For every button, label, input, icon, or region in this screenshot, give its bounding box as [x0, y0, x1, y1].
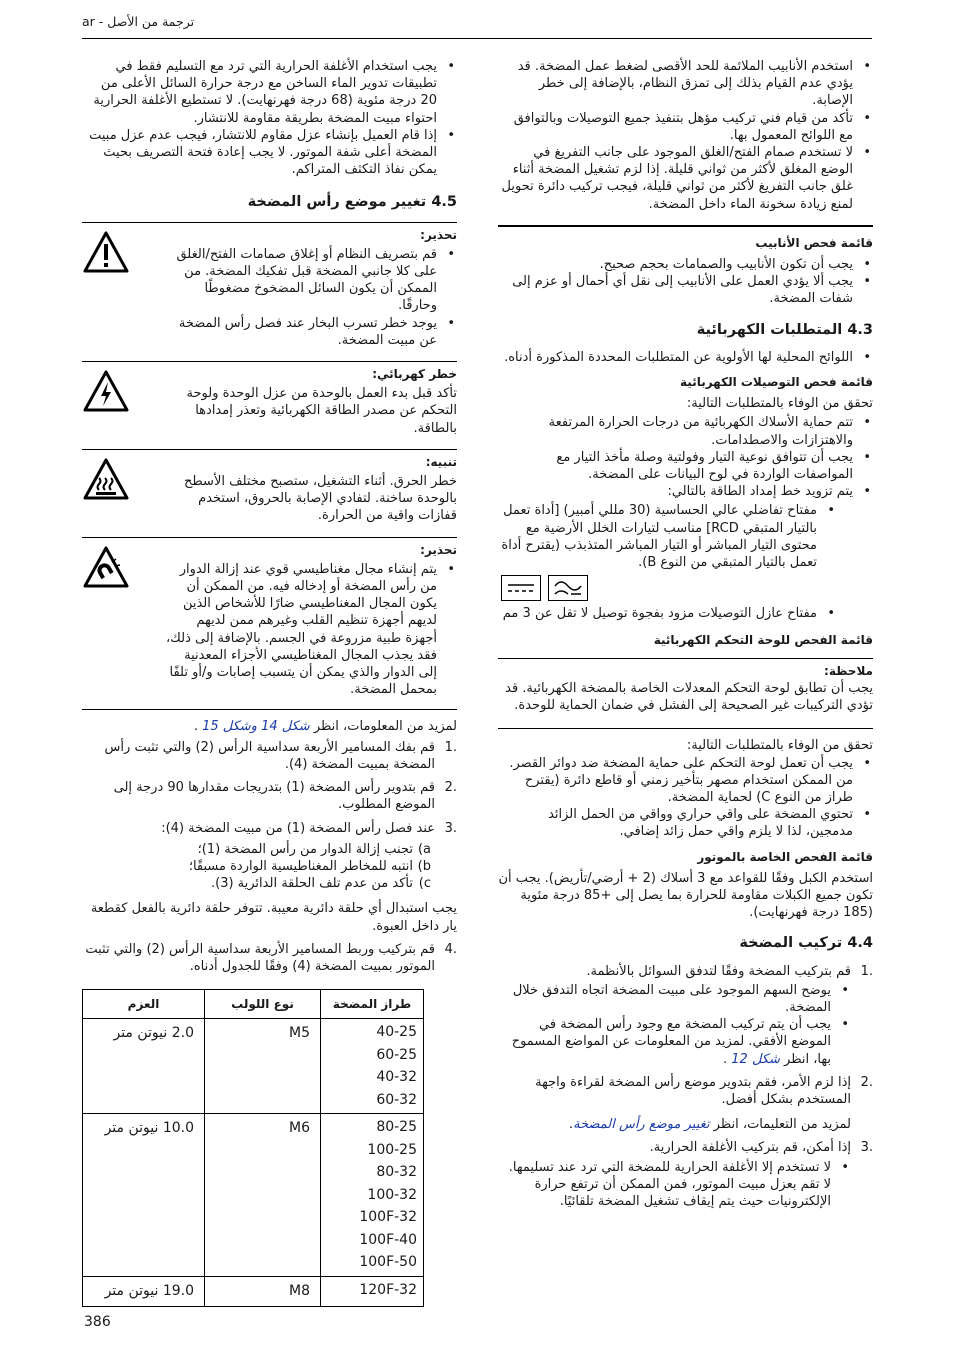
motor-checklist-title: قائمة الفحص الخاصة بالموتور: [697, 849, 873, 864]
magnetic-field-icon: [82, 544, 130, 592]
step-item: [498, 963, 873, 1068]
intro-bullets: [498, 58, 873, 213]
right-column: [498, 58, 873, 1216]
electrical-hazard-icon: [82, 368, 130, 416]
step-number: 3.: [444, 820, 457, 836]
list-item: • يجب أن تتوافق نوعية التيار وفولتية وصلة مأخذ التيار مع المواصفات الواردة في لوح البيانات على المضخة.: [498, 449, 853, 483]
step-number: 3.: [860, 1140, 873, 1156]
magnetic-label: تحذير:: [420, 542, 457, 557]
list-item: • يوجد خطر تسرب البخار عند فصل رأس المضخة عن مبيت المضخة.: [165, 315, 437, 349]
list-item: • تحتوي المضخة على واقي حراري وواقي من الحمل الزائد مدمجين، لذا لا يلزم واقي حمل زائد إضافي.: [498, 806, 853, 840]
pipe-checklist: [498, 256, 873, 308]
warning-label: تحذير:: [420, 227, 457, 242]
dc-symbol-icon: [501, 575, 541, 601]
elec-sub-list: [498, 502, 873, 571]
table-header: طراز المضخة: [321, 990, 424, 1019]
step-text: عند فصل رأس المضخة (1) من مبيت المضخة (4):: [161, 820, 435, 836]
oring-note: يجب استبدال أي حلقة دائرية معيبة. تتوفر حلقة دائرية بالفعل كقطعة يار داخل العبوة.: [90, 901, 457, 934]
table-row: [83, 1019, 424, 1114]
sub-letter: b): [417, 858, 431, 874]
pipe-checklist-title: قائمة فحص الأنابيب: [755, 235, 873, 250]
step-text: قم بتدوير رأس المضخة (1) بتدريجات مقدارها 90 درجة إلى الموضع المطلوب.: [113, 780, 435, 813]
panel-checklist: [498, 755, 873, 841]
torque-cell: 10.0 نيوتن متر: [83, 1114, 205, 1277]
step-number: 1.: [444, 739, 457, 755]
left-column: [82, 58, 457, 1307]
warning-block-3: [82, 449, 457, 533]
step-text: قم بفك المسامير الأربعة سداسية الرأس (2) والتي تثبت رأس المضخة بمبيت المضخة (4).: [104, 739, 435, 772]
step-text: قم بتركيب المضخة وفقًا لتدفق السوائل بالأنظمة.: [586, 963, 851, 979]
caution-text: خطر الحرق. أثناء التشغيل، ستصبح مختلف الأسطح بالوحدة ساخنة. لتفادي الإصابة بالحروق، استخدم قفازات واقية من الحرارة.: [184, 474, 457, 524]
motor-text: استخدم الكبل وفقًا للقواعد مع 3 أسلاك (2 + أرضي/تأريض). يجب أن تكون جميع الكبلات مقاومة للحرارة بما يصل إلى +85 درجة مئوية (185 درجة فهرنهايت).: [498, 870, 873, 921]
list-item: • تأكد من قيام فني تركيب مؤهل بتنفيذ جميع التوصيلات وبالتوافق مع اللوائح المعمول بها.: [498, 110, 853, 144]
torque-table: [82, 989, 424, 1307]
step-item: 2. إذا لزم الأمر، فقم بتدوير موضع رأس المضخة لقراءة واجهة المستخدم بشكل أفضل. لمزيد من التعليمات، انظر تغيير موضع رأس المضخة.: [535, 1074, 873, 1133]
list-item: • اللوائح المحلية لها الأولوية عن المتطلبات المحددة المذكورة أدناه.: [498, 349, 853, 366]
section-heading-4-3: 4.3 المتطلبات الكهربائية: [696, 321, 873, 338]
note-label: ملاحظة:: [824, 663, 873, 678]
list-item: • يتم تزويد خط إمداد الطاقة بالتالي:: [498, 483, 853, 500]
insulation-bullets: [82, 58, 457, 178]
list-item: • مفتاح تفاضلي عالي الحساسية (30 مللي أمبير) [أداة تعمل بالتيار المتبقي RCD] مناسب لتيارات الخلل الأرضية مع محتوى التيار المباشر أو التيار المباشر المتذبذب (يقترح أداة تعمل بالتيار المتبقي من النوع B).: [498, 502, 817, 571]
step-text: إذا أمكن، قم بتركيب الأغلفة الحرارية.: [649, 1140, 851, 1156]
model-value: 120F-32: [359, 1281, 417, 1298]
model-value: 40-32: [376, 1069, 417, 1086]
rcd-symbols: [498, 575, 713, 601]
model-cell: [321, 1114, 424, 1277]
model-value: 100F-32: [359, 1209, 417, 1226]
section-heading-4-5: 4.5 تغيير موضع رأس المضخة: [247, 194, 457, 211]
model-value: 60-32: [376, 1091, 417, 1108]
table-header: العزم: [83, 990, 205, 1019]
list-item: • إذا قام العميل بإنشاء عزل مقاوم للانتشار، فيجب عدم عزل مبيت المضخة أعلى شفة الموتور. لا يجب إعادة فتحة التصريف بحيث يمكن نفاذ التكثف المتراكم.: [82, 127, 437, 179]
elec-checklist: [498, 414, 873, 500]
model-value: 100F-50: [359, 1254, 417, 1271]
screw-cell: M5: [205, 1019, 321, 1114]
sub-text: تأكد من عدم تلف الحلقة الدائرية (3).: [210, 876, 413, 892]
page-header: [82, 12, 872, 39]
panel-intro: تحقق من الوفاء بالمتطلبات التالية:: [686, 738, 873, 754]
sub-text: تجنب إزالة الدوار من رأس المضخة (1)؛: [197, 841, 413, 857]
hot-surface-icon: [82, 456, 130, 504]
torque-cell: 2.0 نيوتن متر: [83, 1019, 205, 1114]
panel-checklist-title: قائمة الفحص للوحة التحكم الكهربائية: [653, 633, 873, 648]
more-info: لمزيد من المعلومات، انظر شكل 14 وشكل 15 .: [193, 718, 457, 734]
step-number: 2.: [444, 780, 457, 796]
step-item: [82, 820, 457, 935]
list-item: • لا تستخدم إلا الأغلفة الحرارية للمضخة التي ترد عند تسليمها. لا تقم بعزل مبيت الموتور، فمن الممكن أن ترتفع حرارة الإلكترونيات حيث يتم إيقاف تشغيل المضخة تلقائيًا.: [498, 1159, 831, 1211]
local-rules-list: [498, 349, 873, 366]
elec-intro: تحقق من الوفاء بالمتطلبات التالية:: [686, 396, 873, 412]
warning-block-4: [82, 537, 457, 707]
warning-list: [165, 246, 457, 349]
more-info-text: لمزيد من المعلومات، انظر: [313, 718, 457, 734]
list-item: • يتم إنشاء مجال مغناطيسي قوي عند إزالة الدوار من رأس المضخة أو إدخاله فيه. من الممكن أن يكون المجال المغناطيسي ضارًا للأشخاص الذين لديهم أجهزة تنظيم القلب وغيرهم ممن لديهم أجهزة طبية مزروعة في الجسم. بالإضافة إلى ذلك، فقد يجذب المجال المغناطيسي الأجزاء المعدنية إلى الدوار والذي يمكن أن يتسبب إصابات و/أو تلفًا بمحمل المضخة.: [165, 561, 437, 699]
model-value: 100-25: [367, 1141, 417, 1158]
list-item: • استخدم الأنابيب الملائمة للحد الأقصى لضغط عمل المضخة. قد يؤدي عدم القيام بذلك إلى تمزق النظام، بالإضافة إلى خطر الإصابة.: [498, 58, 853, 110]
list-item: • يجب أن تعمل لوحة التحكم على حماية المضخة ضد دوائر القصر. من الممكن استخدام مصهر بتأخير زمني أو قاطع دائرة (يقترح طراز من النوع C) لحماية المضخة.: [498, 755, 853, 807]
list-item: • يوضح السهم الموجود على مبيت المضخة اتجاه التدفق خلال المضخة.: [498, 982, 831, 1016]
elec-sub-list-2: [498, 605, 873, 622]
model-value: 80-32: [376, 1164, 417, 1181]
step-number: 4.: [444, 941, 457, 957]
step-text: قم بتركيب وربط المسامير الأربعة سداسية الرأس (2) والتي تثبت الموتور بمبيت المضخة (4) وفقًا للجدول أدناه.: [85, 941, 435, 974]
table-row: [83, 1114, 424, 1277]
screw-cell: M6: [205, 1114, 321, 1277]
model-value: 80-25: [376, 1119, 417, 1136]
fig12-link[interactable]: شكل 12: [731, 1051, 780, 1067]
electrical-label: خطر كهربائي:: [372, 367, 457, 382]
ac-pulsating-symbol-icon: [548, 575, 588, 601]
section-heading-4-4: 4.4 تركيب المضخة: [739, 935, 873, 952]
torque-cell: 19.0 نيوتن متر: [83, 1276, 205, 1306]
list-item: • يجب ألا يؤدي العمل على الأنابيب إلى نقل أي أحمال أو عزم إلى شفات المضخة.: [498, 273, 853, 307]
step-number: 1.: [860, 963, 873, 979]
model-value: 100-32: [367, 1186, 417, 1203]
warning-triangle-icon: [82, 229, 130, 277]
step-number: 2.: [860, 1074, 873, 1090]
model-cell: [321, 1019, 424, 1114]
list-item: • تتم حماية الأسلاك الكهربائية من درجات الحرارة المرتفعة والاهتزازات والاصطدامات.: [498, 414, 853, 448]
step-item: [82, 739, 457, 773]
page-number: 386: [84, 1314, 111, 1330]
caution-label: تنبيه:: [425, 454, 457, 469]
table-header: نوع اللولب: [205, 990, 321, 1019]
elec-checklist-title: قائمة فحص التوصيلات الكهربائية: [680, 375, 873, 390]
warning-block-1: [82, 222, 457, 357]
model-cell: [321, 1276, 424, 1306]
list-item: • يجب أن تكون الأنابيب والصمامات بحجم صحيح.: [498, 256, 853, 273]
warning-block-2: [82, 361, 457, 445]
list-item: • مفتاح عازل التوصيلات مزود بفجوة توصيل لا تقل عن 3 مم: [498, 605, 817, 622]
note-text: يجب أن تطابق لوحة التحكم المعدلات الخاصة بالمضخة الكهربائية. قد تؤدي التركيبات غير الصحيحة إلى الفشل في ضمان الحماية للوحدة.: [505, 680, 873, 714]
list-item: • قم بتصريف النظام أو إغلاق صمامات الفتح/الغلق على كلا جانبي المضخة قبل تفكيك المضخة. من الممكن أن يكون السائل المضخوخ مضغوطًا وحارقًا.: [165, 246, 437, 315]
step-sub-list: [498, 1159, 851, 1211]
model-value: 60-25: [376, 1046, 417, 1063]
install-steps: [498, 963, 873, 1211]
step-item: [82, 779, 457, 813]
model-value: 100F-40: [359, 1231, 417, 1248]
table-row: [83, 1276, 424, 1306]
step-sub-list: [498, 982, 851, 1068]
reposition-link[interactable]: تغيير موضع رأس المضخة: [573, 1117, 710, 1133]
more-info-text: لمزيد من التعليمات، انظر: [713, 1117, 851, 1133]
list-item-text: يجب أن يتم تركيب المضخة مع وجود رأس المضخة في الموضع الأفقي. لمزيد من المعلومات عن المواضع المسموح بها، انظر: [511, 1017, 831, 1067]
sub-letter: c): [418, 876, 431, 892]
reposition-steps: [82, 739, 457, 975]
list-item: • يجب استخدام الأغلفة الحرارية التي ترد مع التسليم فقط في تطبيقات تدوير الماء الساخن مع درجة حرارة السائل الأعلى من 20 درجة مئوية (68 درجة فهرنهايت). لا تستطيع الأغلفة الحرارية احتواء مبيت المضخة بطريقة مقاومة للانتشار.: [82, 58, 437, 127]
screw-cell: M8: [205, 1276, 321, 1306]
header-title: ar - ترجمة من الأصل: [82, 14, 195, 29]
list-item: • لا تستخدم صمام الفتح/الغلق الموجود على جانب التفريغ في الوضع المغلق لأكثر من ثواني قليلة. إذا لزم تشغيل المضخة أثناء غلق جانب التفريغ لأكثر من ثواني قليلة، فيجب تركيب دائرة تحويل لمنع زيادة سخونة الماء داخل المضخة.: [498, 144, 853, 213]
list-item: • يجب أن يتم تركيب المضخة مع وجود رأس المضخة في الموضع الأفقي. لمزيد من المعلومات عن المواضع المسموح بها، انظر شكل 12 .: [498, 1016, 831, 1068]
magnetic-list: [165, 561, 457, 699]
step-item: [82, 941, 457, 975]
sub-letter: a): [417, 841, 431, 857]
model-value: 40-25: [376, 1024, 417, 1041]
step-item: [498, 1139, 873, 1210]
electrical-text: تأكد قبل بدء العمل بالوحدة من عزل الوحدة ولوحة التحكم عن مصدر الطاقة الكهربائية وتعذر إمدادها بالطاقة.: [186, 386, 457, 436]
step-text: إذا لزم الأمر، فقم بتدوير موضع رأس المضخة لقراءة واجهة المستخدم بشكل أفضل.: [535, 1074, 851, 1107]
fig14-15-link[interactable]: شكل 14 وشكل 15: [202, 718, 310, 734]
sub-text: انتبه للمخاطر المغناطيسية الواردة مسبقًا؛: [188, 858, 413, 874]
